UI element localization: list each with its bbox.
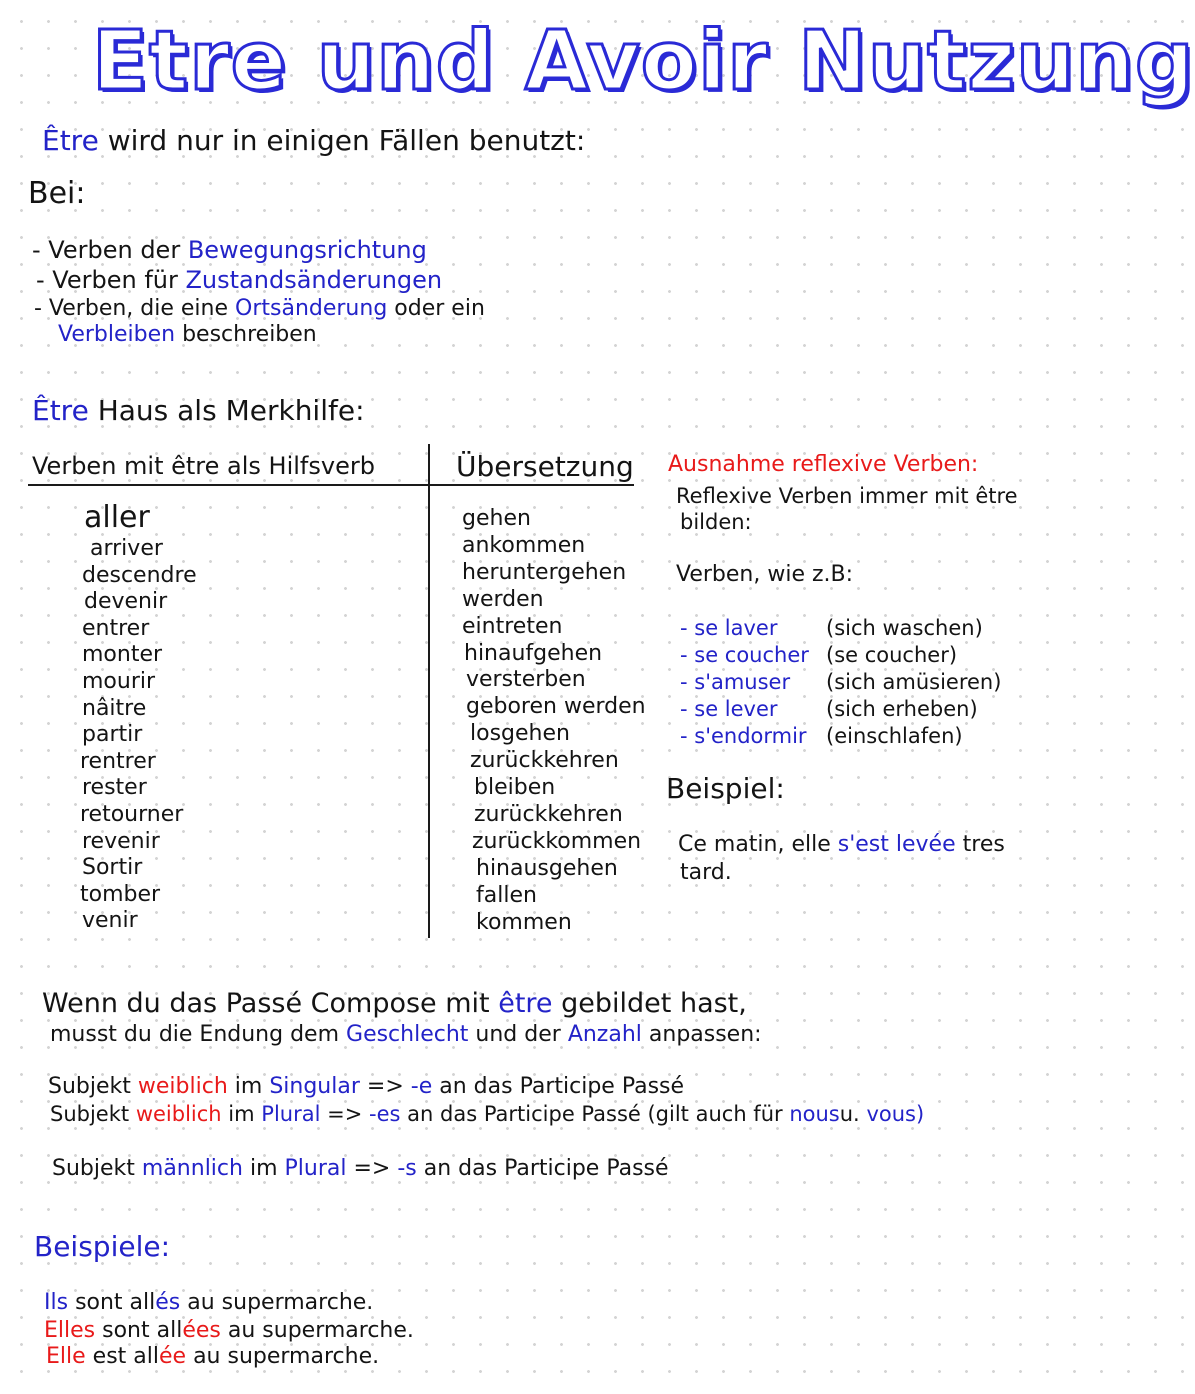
agreement-2-subjekt: Subjekt xyxy=(50,1102,130,1126)
agreement-2-rest: an das Participe Passé (gilt auch für xyxy=(407,1102,783,1126)
example-3-subject: Elle xyxy=(46,1344,86,1369)
example-sentence-1 xyxy=(44,1290,373,1315)
translation-item: ankommen xyxy=(462,532,586,558)
verb-item: aller xyxy=(84,500,150,535)
page-title: Etre und Avoir Nutzung xyxy=(92,14,1195,109)
bei-heading: Bei: xyxy=(28,176,86,211)
beispiel-text-b: tres xyxy=(962,832,1005,857)
verb-item: rentrer xyxy=(80,748,156,774)
passe-line-2 xyxy=(50,1022,762,1047)
agreement-2-gender: weiblich xyxy=(135,1102,222,1126)
agreement-2-u: u. xyxy=(839,1102,860,1126)
agreement-1-ending: -e xyxy=(410,1074,433,1099)
verb-item: rester xyxy=(82,775,147,801)
agreement-rule-2 xyxy=(50,1102,924,1126)
reflexive-examples-intro: Verben, wie z.B: xyxy=(676,562,854,587)
translation-item: bleiben xyxy=(474,775,556,800)
rule-4-suffix: beschreiben xyxy=(182,322,317,347)
example-1-verb: sont all xyxy=(75,1290,156,1315)
beispiel-highlight: s'est levée xyxy=(837,832,956,857)
rule-3-highlight: Ortsänderung xyxy=(235,296,388,321)
agreement-rule-1 xyxy=(48,1074,684,1099)
rule-2 xyxy=(36,266,442,294)
agreement-1-arrow: => xyxy=(366,1074,404,1099)
agreement-2-number: Plural xyxy=(261,1102,321,1126)
translation-item: eintreten xyxy=(462,613,563,639)
intro-line xyxy=(42,124,585,157)
agreement-3-arrow: => xyxy=(353,1156,391,1181)
translation-item: hinaufgehen xyxy=(464,640,603,666)
rule-1-highlight: Bewegungsrichtung xyxy=(187,236,427,264)
agreement-2-ending: -es xyxy=(369,1102,401,1126)
translation-item: gehen xyxy=(462,506,531,531)
passe-line-2-b: und der xyxy=(475,1022,561,1047)
agreement-3-ending: -s xyxy=(397,1156,417,1181)
reflexive-translation: (einschlafen) xyxy=(826,724,963,748)
rule-4 xyxy=(58,322,317,347)
verb-item: partir xyxy=(82,722,143,748)
reflexive-title: Ausnahme reflexive Verben: xyxy=(668,452,979,477)
example-2-rest: au supermarche. xyxy=(227,1318,414,1343)
reflexive-line-1: Reflexive Verben immer mit être xyxy=(676,484,1018,508)
passe-line-2-a: musst du die Endung dem xyxy=(50,1022,340,1047)
translation-item: zurückkehren xyxy=(474,801,623,827)
translation-item: hinausgehen xyxy=(476,855,618,881)
verb-item: tomber xyxy=(80,881,161,907)
agreement-3-gender: männlich xyxy=(141,1156,243,1181)
reflexive-translation: (se coucher) xyxy=(826,643,958,667)
example-3-ending: ée xyxy=(159,1344,187,1369)
verb-item: monter xyxy=(82,642,163,668)
rule-1 xyxy=(32,236,427,264)
agreement-1-subjekt: Subjekt xyxy=(48,1074,131,1099)
translation-item: geboren werden xyxy=(466,694,646,720)
intro-etre: Être xyxy=(42,124,99,157)
passe-line-2-c: anpassen: xyxy=(648,1022,762,1047)
table-divider xyxy=(428,444,430,938)
verb-item: nâitre xyxy=(82,695,147,721)
example-1-ending: és xyxy=(155,1290,181,1315)
example-3-rest: au supermarche. xyxy=(193,1344,380,1369)
translation-item: versterben xyxy=(466,667,586,693)
agreement-2-nous: nous xyxy=(789,1102,840,1126)
agreement-3-subjekt: Subjekt xyxy=(52,1156,135,1181)
reflexive-translation: (sich waschen) xyxy=(826,616,983,640)
beispiel-heading: Beispiel: xyxy=(666,772,785,805)
reflexive-verb-item xyxy=(680,697,978,721)
translation-item: kommen xyxy=(476,909,572,935)
agreement-1-rest: an das Participe Passé xyxy=(439,1074,685,1099)
agreement-3-im: im xyxy=(249,1156,278,1181)
example-2-subject: Elles xyxy=(44,1318,96,1343)
rule-3-prefix: - Verben, die eine xyxy=(34,296,229,321)
verb-item: mourir xyxy=(82,669,156,694)
agreement-1-number: Singular xyxy=(269,1074,360,1099)
verb-item: entrer xyxy=(82,615,150,641)
beispiel-sentence-2: tard. xyxy=(680,860,732,885)
haus-heading xyxy=(32,394,365,427)
intro-rest: wird nur in einigen Fällen benutzt: xyxy=(107,124,586,157)
reflexive-translation: (sich amüsieren) xyxy=(826,670,1002,694)
passe-line-2-highlight-1: Geschlecht xyxy=(346,1022,469,1047)
rule-2-highlight: Zustandsänderungen xyxy=(185,266,443,294)
passe-line-1-highlight: être xyxy=(498,988,553,1019)
passe-line-2-highlight-2: Anzahl xyxy=(567,1022,642,1047)
reflexive-verb-item xyxy=(680,616,983,640)
agreement-1-gender: weiblich xyxy=(137,1074,228,1099)
beispiel-text-a: Ce matin, elle xyxy=(678,832,831,857)
reflexive-verb: - se coucher xyxy=(680,643,809,667)
reflexive-line-2: bilden: xyxy=(680,510,752,534)
verb-item: Sortir xyxy=(82,855,143,881)
rule-3 xyxy=(34,296,485,321)
example-2-ending: ées xyxy=(182,1318,221,1343)
table-header-right: Übersetzung xyxy=(456,450,634,483)
verb-item: descendre xyxy=(82,562,197,588)
example-1-rest: au supermarche. xyxy=(187,1290,374,1315)
example-2-verb: sont all xyxy=(102,1318,183,1343)
table-header-left: Verben mit être als Hilfsverb xyxy=(32,452,375,480)
example-1-subject: Ils xyxy=(44,1290,69,1315)
example-3-verb: est all xyxy=(92,1344,159,1369)
agreement-rule-3 xyxy=(52,1156,669,1181)
passe-line-1-a: Wenn du das Passé Compose mit xyxy=(42,988,490,1019)
reflexive-verb: - s'amuser xyxy=(680,670,791,694)
translation-item: zurückkehren xyxy=(470,748,619,774)
rule-3-suffix: oder ein xyxy=(394,296,485,321)
translation-item: fallen xyxy=(476,882,537,908)
verb-item: venir xyxy=(82,908,138,934)
rule-1-prefix: - Verben der xyxy=(32,236,181,264)
reflexive-verb-item xyxy=(680,643,957,667)
agreement-2-vous: vous) xyxy=(866,1102,925,1126)
translation-item: zurückkommen xyxy=(472,828,642,854)
agreement-3-number: Plural xyxy=(284,1156,347,1181)
verb-item: revenir xyxy=(82,828,160,854)
passe-line-1-b: gebildet hast, xyxy=(561,988,747,1019)
verb-item: retourner xyxy=(80,802,184,827)
reflexive-verb-item xyxy=(680,670,1001,694)
translation-item: werden xyxy=(462,586,544,612)
rule-2-prefix: - Verben für xyxy=(36,266,178,294)
translation-item: losgehen xyxy=(470,721,570,747)
beispiel-sentence-1 xyxy=(678,832,1005,857)
reflexive-verb: - s'endormir xyxy=(680,724,807,748)
table-header-rule xyxy=(28,484,634,486)
agreement-2-arrow: => xyxy=(327,1102,363,1126)
reflexive-translation: (sich erheben) xyxy=(826,697,978,721)
verb-item: devenir xyxy=(84,589,168,615)
haus-rest: Haus als Merkhilfe: xyxy=(97,394,365,427)
example-sentence-2 xyxy=(44,1318,414,1343)
reflexive-verb: - se lever xyxy=(680,697,778,721)
agreement-3-rest: an das Participe Passé xyxy=(423,1156,669,1181)
reflexive-verb-item xyxy=(680,724,963,748)
translation-item: heruntergehen xyxy=(462,559,627,585)
haus-etre: Être xyxy=(32,394,89,427)
reflexive-verb: - se laver xyxy=(680,616,778,640)
verb-item: arriver xyxy=(90,536,163,561)
beispiele-heading: Beispiele: xyxy=(34,1230,171,1263)
passe-line-1 xyxy=(42,988,747,1019)
rule-4-highlight: Verbleiben xyxy=(58,322,176,347)
agreement-1-im: im xyxy=(234,1074,263,1099)
example-sentence-3 xyxy=(46,1344,379,1369)
agreement-2-im: im xyxy=(228,1102,255,1126)
